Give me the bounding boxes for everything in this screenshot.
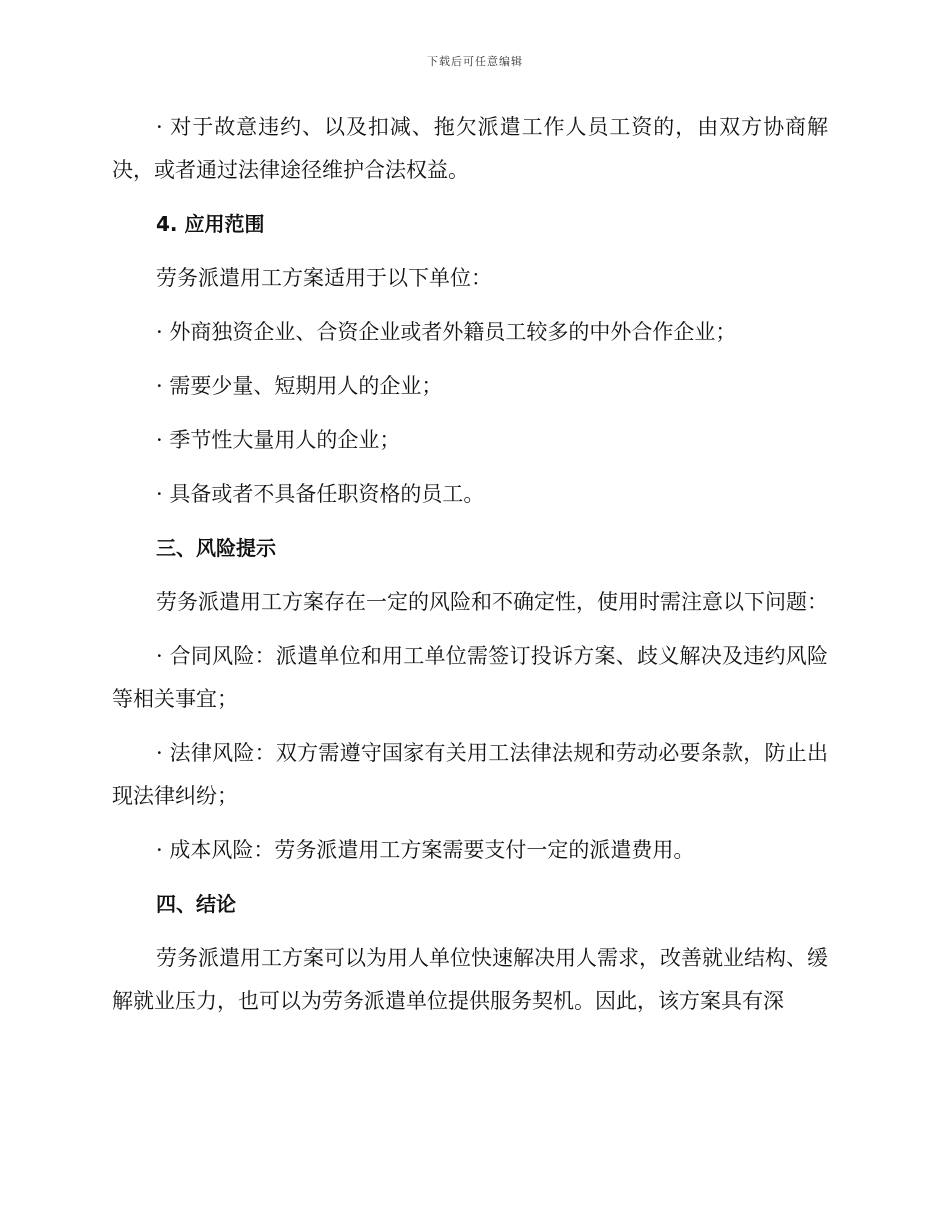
list-item-scope-3: · 季节性大量用人的企业； xyxy=(156,428,401,452)
section-heading-conclusion: 四、结论 xyxy=(156,892,236,916)
list-item-risk-contract: · 合同风险：派遣单位和用工单位需签订投诉方案、歧义解决及违约风险等相关事宜； xyxy=(112,644,828,711)
list-item-risk-cost: · 成本风险：劳务派遣用工方案需要支付一定的派遣费用。 xyxy=(156,838,695,862)
section-heading-scope: 4. 应用范围 xyxy=(156,212,265,236)
list-item-risk-legal: · 法律风险：双方需遵守国家有关用工法律法规和劳动必要条款，防止出现法律纠纷； xyxy=(112,741,828,808)
list-item-scope-2: · 需要少量、短期用人的企业； xyxy=(156,374,443,398)
paragraph-risk-intro: 劳务派遣用工方案存在一定的风险和不确定性，使用时需注意以下问题： xyxy=(156,590,828,614)
page-header-note: 下载后可任意编辑 xyxy=(427,55,523,68)
section-heading-risk: 三、风险提示 xyxy=(156,536,276,560)
list-item-scope-1: · 外商独资企业、合资企业或者外籍员工较多的中外合作企业； xyxy=(156,320,737,344)
paragraph-conclusion: 劳务派遣用工方案可以为用人单位快速解决用人需求，改善就业结构、缓解就业压力，也可以为劳务派遣单位提供服务契机。因此，该方案具有深 xyxy=(112,946,828,1013)
paragraph-scope-intro: 劳务派遣用工方案适用于以下单位： xyxy=(156,266,492,290)
paragraph-breach-resolution: · 对于故意违约、以及扣减、拖欠派遣工作人员工资的，由双方协商解决，或者通过法律途径维护合法权益。 xyxy=(112,115,828,182)
document-body xyxy=(112,106,828,1034)
list-item-scope-4: · 具备或者不具备任职资格的员工。 xyxy=(156,482,485,506)
